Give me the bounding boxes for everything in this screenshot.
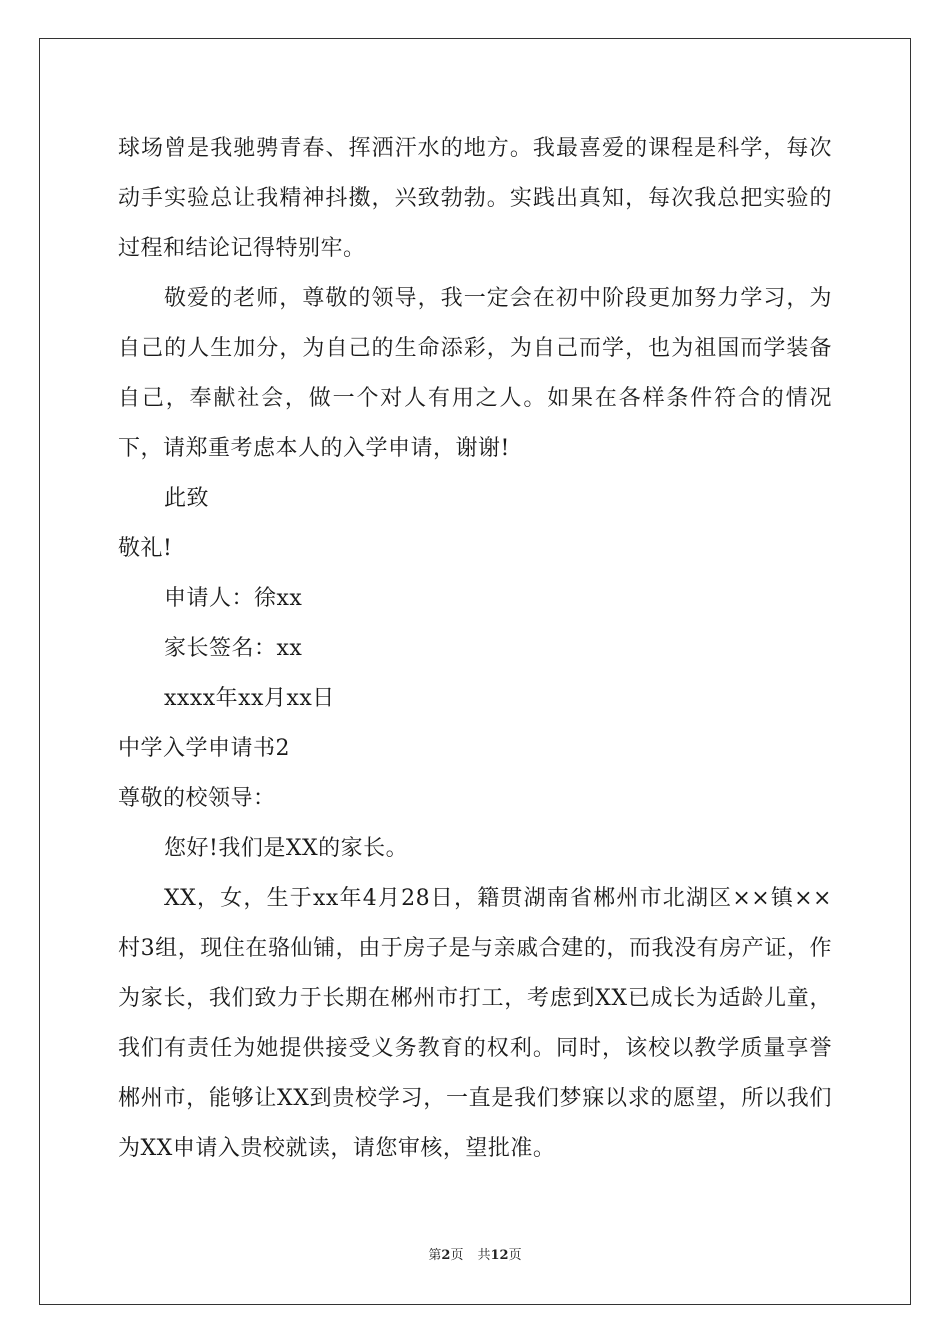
- page-suffix: 页: [450, 1248, 464, 1263]
- greeting: 您好!我们是XX的家长。: [164, 836, 409, 861]
- total-pages-number: 12: [490, 1248, 509, 1263]
- paragraph-pledge: 敬爱的老师，尊敬的领导，我一定会在初中阶段更加努力学习，为自己的人生加分，为自己的生命添彩，为自己而学，也为祖国而学装备自己，奉献社会，做一个对人有用之人。如果在各样条件符合的情况下，请郑重考虑本人的入学申请，谢谢!: [118, 286, 832, 461]
- page-prefix: 第: [428, 1248, 442, 1263]
- letter-date: xxxx年xx月xx日: [164, 686, 335, 711]
- closing-jingli: 敬礼!: [118, 536, 173, 561]
- applicant-signature: 申请人：徐xx: [164, 586, 303, 611]
- total-suffix: 页: [508, 1248, 522, 1263]
- paragraph-request: XX，女，生于xx年4月28日，籍贯湖南省郴州市北湖区××镇××村3组，现住在骆仙铺，由于房子是与亲戚合建的，而我没有房产证，作为家长，我们致力于长期在郴州市打工，考虑到XX已成长为适龄儿童，我们有责任为她提供接受义务教育的权利。同时，该校以教学质量享誉郴州市，能够让XX到贵校学习，一直是我们梦寐以求的愿望，所以我们为XX申请入贵校就读，请您审核，望批准。: [118, 886, 832, 1161]
- document-body: [118, 124, 832, 1174]
- current-page-number: 2: [441, 1248, 451, 1263]
- salutation: 尊敬的校领导：: [118, 786, 276, 811]
- page-footer: [0, 1244, 950, 1263]
- closing-cizhi: 此致: [164, 486, 210, 511]
- section-title: 中学入学申请书2: [118, 736, 290, 761]
- parent-signature: 家长签名：xx: [164, 636, 303, 661]
- paragraph-sports-science: 球场曾是我驰骋青春、挥洒汗水的地方。我最喜爱的课程是科学，每次动手实验总让我精神抖擞，兴致勃勃。实践出真知，每次我总把实验的过程和结论记得特别牢。: [118, 136, 832, 261]
- total-prefix: 共: [477, 1248, 491, 1263]
